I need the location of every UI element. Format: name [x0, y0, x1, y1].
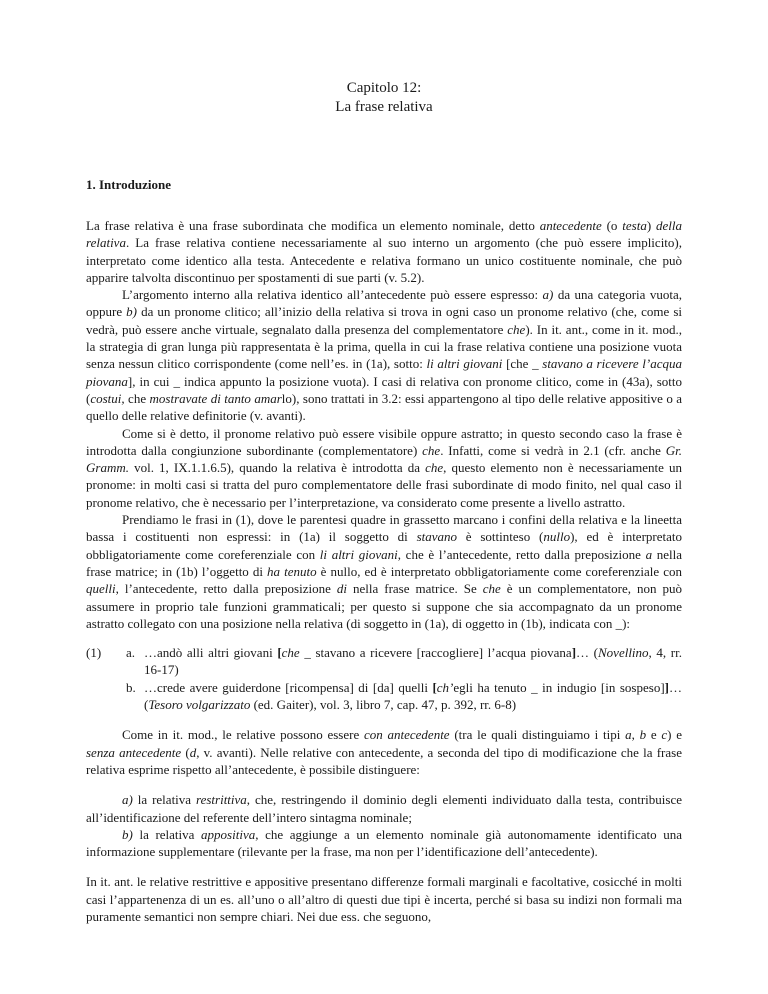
paragraph-5: Come in it. mod., le relative possono essere con antecedente (tra le quali distinguiamo i tipi a, b e c) e senza antecedente (d, v. avanti). Nelle relative con antecedente, a seconda del tipo di modificazione che la frase relativa esprime rispetto all’antecedente, è possibile distinguere:: [86, 727, 682, 777]
chapter-number: Capitolo 12:: [346, 80, 422, 96]
example-1b: b. …crede avere guiderdone [ricompensa] di [da] quelli [ch’egli ha tenuto _ in indugio [in sospeso]]… (Tesoro volgarizzato (ed. Gaiter), vol. 3, libro 7, cap. 47, p. 392, rr. 6-8): [126, 679, 682, 713]
example-1: [86, 644, 682, 713]
chapter-title: [86, 79, 682, 117]
paragraph-4: Prendiamo le frasi in (1), dove le parentesi quadre in grassetto marcano i confini della relativa e la lineetta bassa i costituenti non espressi: in (1a) il soggetto di stavano è sottinteso (nullo), ed è interpretato obbligatoriamente come coreferenziale con li altri giovani, che è l’antecedente, retto dalla preposizione a nella frase matrice; in (1b) l’oggetto di ha tenuto è nullo, ed è interpretato obbligatoriamente come coreferenziale con quelli, l’antecedente, retto dalla preposizione di nella frase matrice. Se che è un complementatore, non può assumere in proprio tale funzioni grammaticali; per questo si suppone che sia accompagnato da un pronome astratto collegato con una posizione nella relativa (di soggetto in (1a), di oggetto in (1b), indicata con _):: [86, 512, 683, 631]
paragraph-1: La frase relativa è una frase subordinata che modifica un elemento nominale, detto antecedente (o testa) della relativa. La frase relativa contiene necessariamente al suo interno un argomento (che può essere implicito), interpretato come identico alla testa. Antecedente e relativa formano un unico costituente nominale, che può apparire talvolta discontinuo per spostamenti di sue parti (v. 5.2).: [86, 218, 682, 285]
section-heading: 1. Introduzione: [86, 177, 171, 192]
paragraph-3: Come si è detto, il pronome relativo può essere visibile oppure astratto; in questo secondo caso la frase è introdotta dalla congiunzione subordinante (complementatore) che. Infatti, come si vedrà in 2.1 (cfr. anche Gr. Gramm. vol. 1, IX.1.1.6.5), quando la relativa è introdotta da che, questo elemento non è necessariamente un pronome: in molti casi si tratta del puro complementatore delle frasi subordinate di modo finito, nel qual caso il pronome relativo, che è necessario per l’interpretazione, va considerato come presente a livello astratto.: [86, 425, 683, 510]
example-1a: a. …andò alli altri giovani [che _ stavano a ricevere [raccogliere] l’acqua piovana]… (Novellino, 4, rr. 16-17): [126, 645, 682, 678]
example-number: (1): [86, 645, 102, 661]
chapter-name: La frase relativa: [335, 99, 433, 115]
paragraph-6: In it. ant. le relative restrittive e appositive presentano differenze formali marginali e facoltative, cosicché in molti casi l’appartenenza di un es. all’uno o all’altro di questi due tipi è incerta, perché si basa su indizi non formali ma puramente semantici non sempre chiari. Nei due ess. che seguono,: [86, 874, 682, 924]
document-body: [86, 217, 682, 925]
paragraph-2: L’argomento interno alla relativa identico all’antecedente può essere espresso: a) da una categoria vuota, oppure b) da un pronome clitico; all’inizio della relativa si trova in ogni caso un pronome relativo (che, come si vedrà, può essere anche virtuale, segnalato dalla presenza del complementatore che). In it. ant., come in it. mod., la strategia di gran lunga più rappresentata è la prima, quella in cui la frase relativa contiene una posizione vuota senza nessun clitico corrispondente (come nell’es. in (1a), sotto: li altri giovani [che _ stavano a ricevere l’acqua piovana], in cui _ indica appunto la posizione vuota). I casi di relativa con pronome clitico, come in (43a), sotto (costui, che mostravate di tanto amarlo), sono trattati in 3.2: essi appartengono al tipo delle relative appositive o a quello delle relative definitorie (v. avanti).: [86, 287, 683, 424]
relative-type-a: a) la relativa restrittiva, che, restringendo il dominio degli elementi individuato dalla testa, contribuisce all’identificazione del referente dell’intero sintagma nominale;: [86, 792, 683, 825]
relative-type-b: b) la relativa appositiva, che aggiunge a un elemento nominale già autonomamente identificato una informazione supplementare (rilevante per la frase, ma non per l’identificazione dell’antecedente).: [86, 826, 682, 860]
